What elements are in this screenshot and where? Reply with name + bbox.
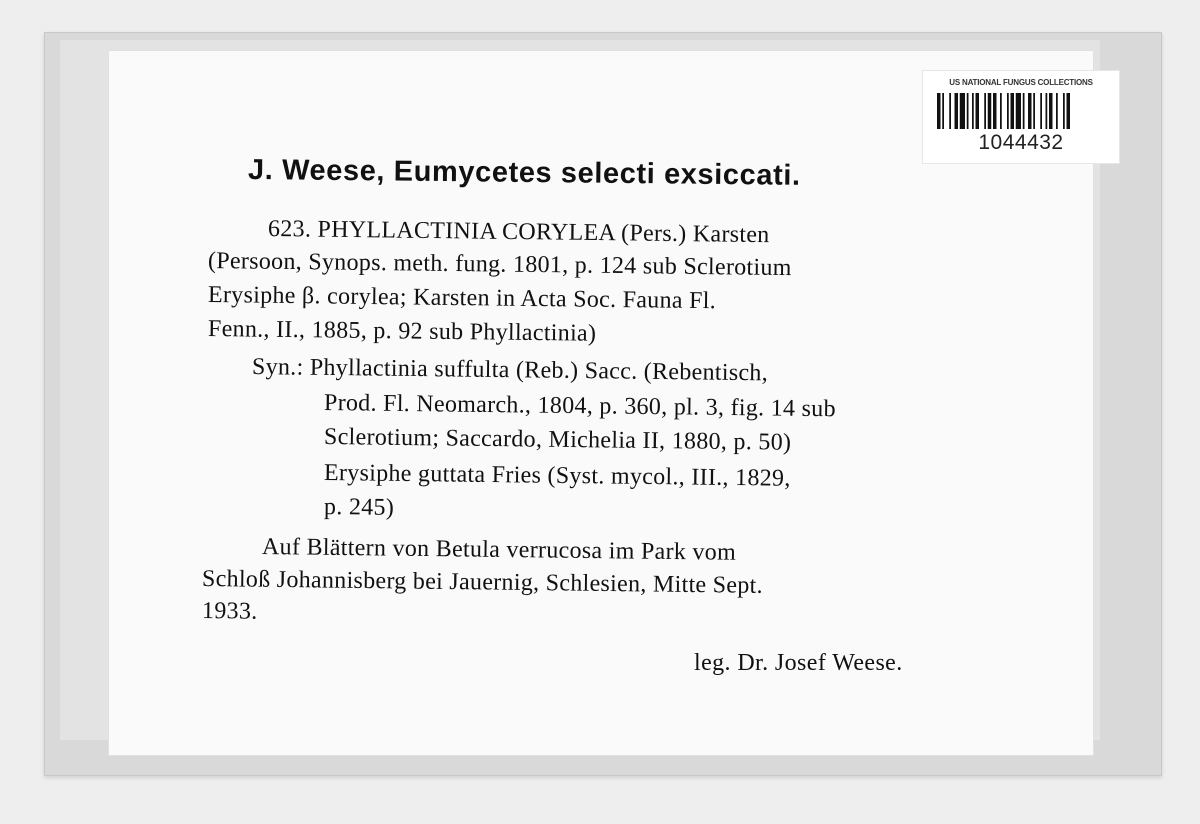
locality-line: Schloß Johannisberg bei Jauernig, Schlesien, Mitte Sept. [201,566,764,599]
locality-line: Auf Blättern von Betula verrucosa im Park vom [261,534,737,566]
barcode-sticker [922,70,1120,164]
label-title: J. Weese, Eumycetes selecti exsiccati. [247,154,801,192]
label-line: Erysiphe guttata Fries (Syst. mycol., III., 1829, [323,460,791,492]
barcode-number: 1044432 [978,131,1064,154]
synonym-line: Syn.: Phyllactinia suffulta (Reb.) Sacc. (Rebentisch, [251,354,769,387]
label-line: Erysiphe β. corylea; Karsten in Acta Soc. Fauna Fl. [207,282,717,315]
collector-signature: leg. Dr. Josef Weese. [694,650,903,676]
barcode-bars [937,93,1105,129]
label-line: Fenn., II., 1885, p. 92 sub Phyllactinia) [207,316,597,347]
barcode-caption: US NATIONAL FUNGUS COLLECTIONS [949,78,1093,87]
label-line: Sclerotium; Saccardo, Michelia II, 1880, p. 50) [323,424,792,456]
label-line: p. 245) [323,494,395,521]
label-line: (Persoon, Synops. meth. fung. 1801, p. 124 sub Sclerotium [207,248,792,282]
label-line: Prod. Fl. Neomarch., 1804, p. 360, pl. 3, fig. 14 sub [323,390,837,423]
date-line: 1933. [201,598,258,625]
species-heading: 623. PHYLLACTINIA CORYLEA (Pers.) Karsten [267,216,770,249]
